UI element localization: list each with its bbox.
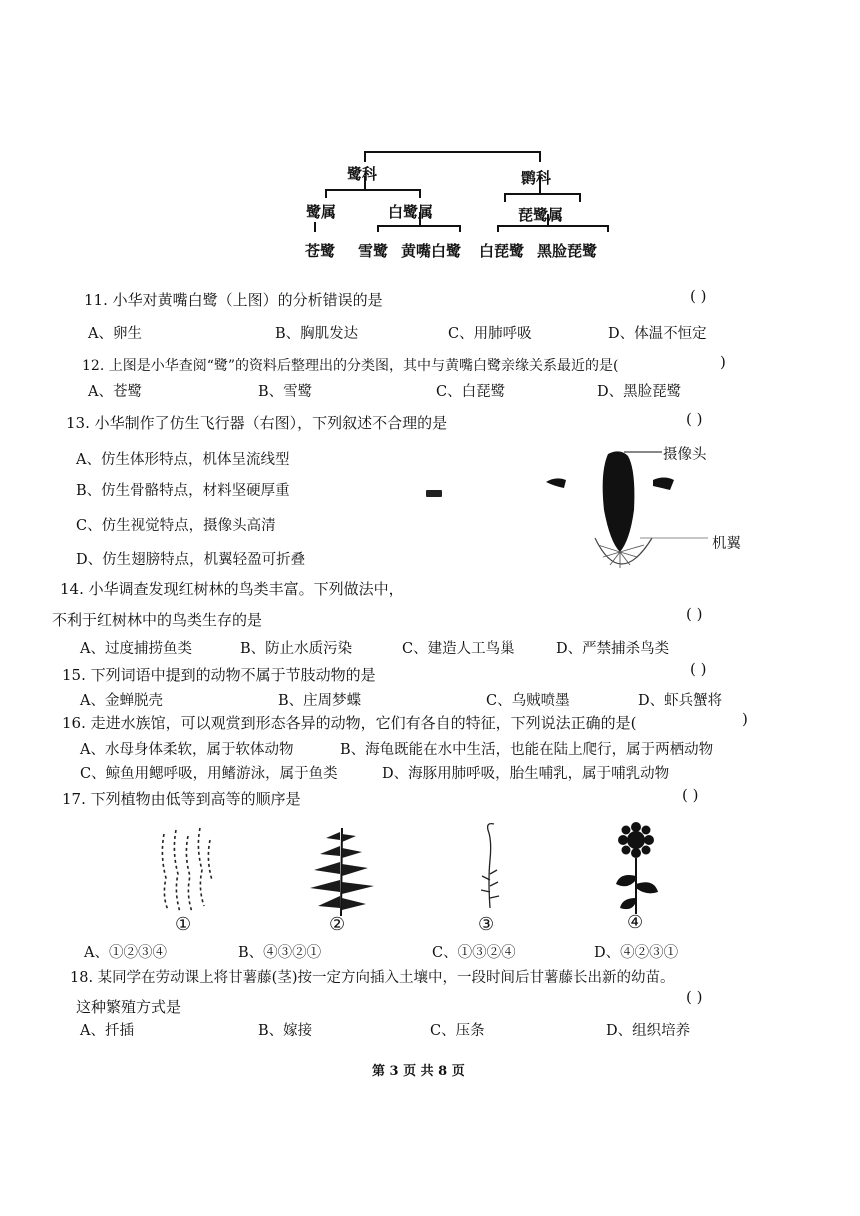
plant-label-4: ④: [627, 912, 644, 933]
q16-answer-blank: ): [742, 710, 748, 728]
q12-option-d: D、黑脸琵鹭: [597, 384, 682, 400]
q14-stem-line1: 14. 小华调查发现红树林的鸟类丰富。下列做法中，: [60, 580, 404, 598]
q14-stem-line2: 不利于红树林中的鸟类生存的是: [52, 611, 263, 629]
q15-stem: 15. 下列词语中提到的动物不属于节肢动物的是: [62, 666, 376, 684]
q17-answer-blank: ( ): [682, 786, 699, 804]
tree-family-egret: 鹭科: [347, 165, 378, 183]
q13-stem: 13. 小华制作了仿生飞行器（右图），下列叙述不合理的是: [66, 414, 448, 432]
q11-option-a: A、卵生: [88, 326, 142, 342]
q16-option-a: A、水母身体柔软，属于软体动物: [80, 742, 294, 758]
q16-option-b: B、海龟既能在水中生活，也能在陆上爬行，属于两栖动物: [340, 742, 714, 758]
q14-option-b: B、防止水质污染: [240, 641, 353, 657]
q13-option-c: C、仿生视觉特点，摄像头高清: [76, 518, 276, 534]
q14-option-d: D、严禁捕杀鸟类: [556, 641, 670, 657]
q15-answer-blank: ( ): [690, 660, 707, 678]
q15-option-c: C、乌贼喷墨: [486, 693, 570, 709]
q15-option-a: A、金蝉脱壳: [80, 693, 163, 709]
q11-option-b: B、胸肌发达: [275, 326, 359, 342]
q15-option-b: B、庄周梦蝶: [278, 693, 362, 709]
q17-option-b: B、④③②①: [238, 945, 322, 961]
plant-2-fern-figure: [296, 818, 386, 918]
plant-4-flowering-figure: [606, 818, 666, 918]
tree-genus-platalea: 琵鹭属: [518, 206, 564, 224]
q11-answer-blank: ( ): [690, 287, 707, 305]
tree-genus-egretta: 白鹭属: [388, 203, 434, 221]
tree-species-5: 黑脸琵鹭: [537, 242, 598, 260]
tree-species-3: 黄嘴白鹭: [401, 242, 462, 260]
q14-answer-blank: ( ): [686, 605, 703, 623]
q16-option-d: D、海豚用肺呼吸，胎生哺乳，属于哺乳动物: [382, 766, 670, 782]
plant-label-1: ①: [175, 914, 192, 935]
plant-3-moss-figure: [470, 820, 510, 910]
q13-label-wing: 机翼: [712, 536, 741, 552]
q17-stem: 17. 下列植物由低等到高等的顺序是: [62, 790, 301, 808]
q13-option-b: B、仿生骨骼特点，材料坚硬厚重: [76, 483, 290, 499]
tree-species-1: 苍鹭: [305, 242, 336, 260]
plant-label-3: ③: [478, 914, 495, 935]
scan-smudge: [426, 490, 442, 497]
q18-stem-line1: 18. 某同学在劳动课上将甘薯藤(茎)按一定方向插入土壤中，一段时间后甘薯藤长出新的幼苗。: [70, 970, 675, 986]
q12-option-c: C、白琵鹭: [436, 384, 506, 400]
q14-option-c: C、建造人工鸟巢: [402, 641, 515, 657]
tree-species-2: 雪鹭: [358, 242, 389, 260]
q11-stem: 11. 小华对黄嘴白鹭（上图）的分析错误的是: [84, 291, 383, 309]
classification-tree-lines: [290, 140, 620, 240]
q16-option-c: C、鲸鱼用鳃呼吸，用鳍游泳，属于鱼类: [80, 766, 338, 782]
tree-family-ibis: 鹮科: [521, 169, 552, 187]
q18-option-a: A、扦插: [80, 1023, 134, 1039]
q12-stem: 12. 上图是小华查阅“鹭”的资料后整理出的分类图，其中与黄嘴白鹭亲缘关系最近的是(: [82, 358, 619, 374]
tree-genus-ardea: 鹭属: [306, 203, 337, 221]
page-footer: 第 3 页 共 8 页: [372, 1064, 465, 1079]
q15-option-d: D、虾兵蟹将: [638, 693, 723, 709]
q11-option-c: C、用肺呼吸: [448, 326, 532, 342]
q17-option-a: A、①②③④: [84, 945, 167, 961]
q17-option-c: C、①③②④: [432, 945, 516, 961]
q13-option-d: D、仿生翅膀特点，机翼轻盈可折叠: [76, 552, 306, 568]
q13-option-a: A、仿生体形特点，机体呈流线型: [76, 452, 290, 468]
q14-option-a: A、过度捕捞鱼类: [80, 641, 192, 657]
q12-answer-blank: ): [720, 353, 726, 371]
plant-label-2: ②: [329, 914, 346, 935]
q12-option-b: B、雪鹭: [258, 384, 313, 400]
tree-species-4: 白琵鹭: [479, 242, 525, 260]
plant-1-algae-figure: [150, 826, 220, 914]
q12-option-a: A、苍鹭: [88, 384, 142, 400]
q18-answer-blank: ( ): [686, 988, 703, 1006]
q11-option-d: D、体温不恒定: [608, 326, 707, 342]
q13-label-camera: 摄像头: [663, 447, 707, 463]
q18-option-d: D、组织培养: [606, 1023, 691, 1039]
q16-stem: 16. 走进水族馆，可以观赏到形态各异的动物，它们有各自的特征，下列说法正确的是(: [62, 714, 637, 732]
q18-option-b: B、嫁接: [258, 1023, 313, 1039]
q17-option-d: D、④②③①: [594, 945, 679, 961]
q18-option-c: C、压条: [430, 1023, 485, 1039]
q13-answer-blank: ( ): [686, 410, 703, 428]
q18-stem-line2: 这种繁殖方式是: [76, 998, 182, 1016]
